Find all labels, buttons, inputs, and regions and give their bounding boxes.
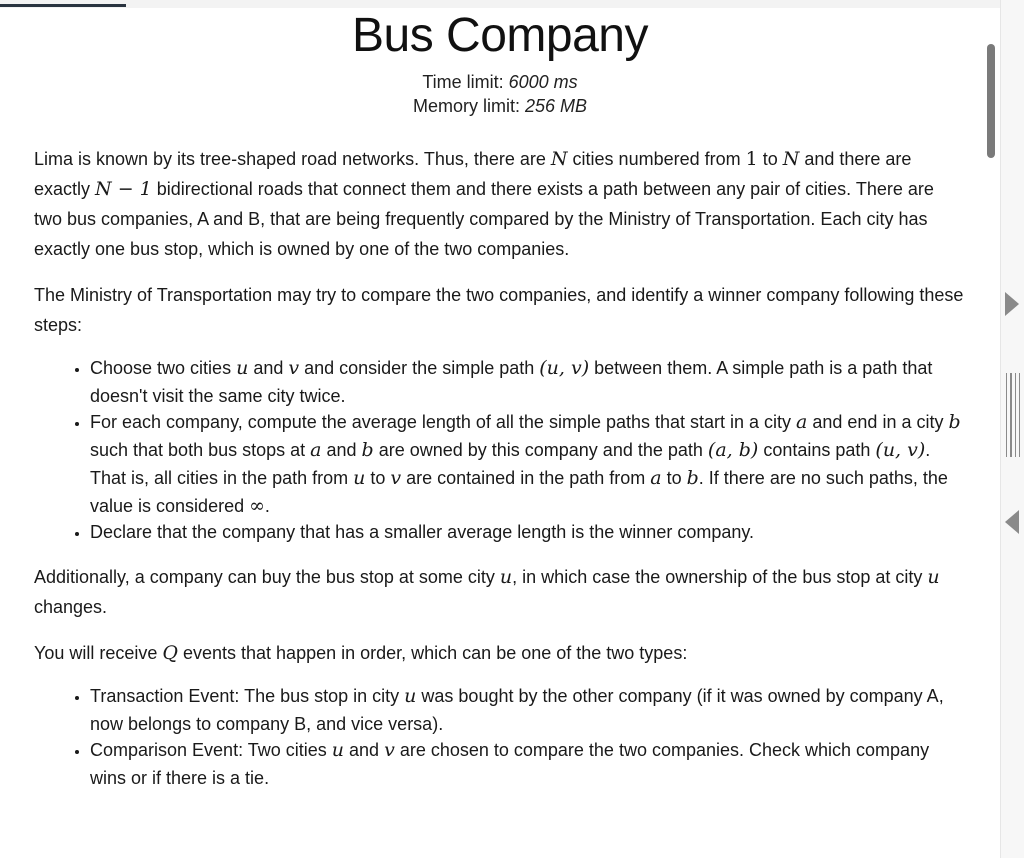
- text: events that happen in order, which can be one of the two types:: [177, 643, 688, 663]
- text: cities numbered from: [567, 149, 746, 169]
- math-u: u: [331, 739, 345, 761]
- problem-title: Bus Company: [352, 9, 648, 62]
- resize-handle-icon[interactable]: [1006, 373, 1020, 457]
- math-u: u: [353, 467, 366, 489]
- text: changes.: [34, 597, 108, 617]
- expand-panel-icon[interactable]: [1005, 292, 1019, 316]
- text: bidirectional roads that connect them and there exists a path between any pair of cities. There are two bus companies, A and B, that are being frequently compared by the Ministry of Transportation. Each city has exactly one bus stop, which is owned by one of the two companies.: [34, 179, 934, 259]
- text: Comparison Event: Two cities: [90, 740, 332, 760]
- time-limit-value: 6000 ms: [508, 72, 578, 92]
- math-v: v: [384, 739, 395, 761]
- math-v: v: [390, 467, 402, 489]
- text: You will receive: [34, 643, 163, 663]
- math-path-uv: (u, v): [875, 439, 926, 461]
- time-limit-label: Time limit:: [422, 72, 509, 92]
- math-a: a: [310, 439, 322, 461]
- text: such that both bus stops at: [90, 440, 311, 460]
- math-v: v: [288, 357, 300, 379]
- time-limit: [34, 70, 966, 94]
- math-path-uv: (u, v): [539, 357, 590, 379]
- math-b: b: [948, 411, 961, 433]
- memory-limit-value: 256 MB: [524, 96, 588, 116]
- steps-list: [34, 354, 966, 546]
- problem-statement: [34, 0, 966, 790]
- list-item: [90, 736, 966, 792]
- math-u: u: [499, 566, 513, 588]
- events-list: [34, 682, 966, 792]
- text: Choose two cities: [90, 358, 237, 378]
- memory-limit-label: Memory limit:: [412, 96, 525, 116]
- text: and: [248, 358, 289, 378]
- math-Q: Q: [162, 642, 178, 664]
- text: contains path: [758, 440, 876, 460]
- text: Declare that the company that has a smaller average length is the winner company.: [90, 522, 755, 542]
- limits-block: [34, 70, 966, 118]
- math-u: u: [404, 685, 417, 707]
- text: . That is, all cities in the path from: [90, 440, 931, 488]
- collapse-panel-icon[interactable]: [1005, 510, 1019, 534]
- text: to: [757, 149, 783, 169]
- math-infinity: ∞: [249, 495, 265, 517]
- paragraph-intro: [34, 144, 966, 264]
- text: and consider the simple path: [299, 358, 540, 378]
- paragraph-additionally: [34, 562, 966, 622]
- list-item: [90, 518, 966, 546]
- math-a: a: [650, 467, 662, 489]
- text: to: [365, 468, 391, 488]
- paragraph-events: [34, 638, 966, 668]
- scrollbar-thumb[interactable]: [987, 44, 995, 158]
- text: Additionally, a company can buy the bus stop at some city: [34, 567, 500, 587]
- math-N: N: [782, 148, 800, 170]
- text: between them. A simple path is a path that doesn't visit the same city twice.: [90, 358, 933, 406]
- text: are chosen to compare the two companies. Check which company wins or if there is a tie.: [90, 740, 930, 788]
- text: . If there are no such paths, the value is considered: [90, 468, 948, 516]
- text: was bought by the other company (if it was owned by company A, now belongs to company B, and vice versa).: [90, 686, 944, 734]
- math-N-minus-1: N − 1: [95, 178, 152, 200]
- math-a: a: [796, 411, 808, 433]
- text: and: [344, 740, 385, 760]
- math-b: b: [686, 467, 699, 489]
- math-u: u: [236, 357, 249, 379]
- text: are owned by this company and the path: [373, 440, 708, 460]
- text: Lima is known by its tree-shaped road networks. Thus, there are: [34, 149, 551, 169]
- text: For each company, compute the average length of all the simple paths that start in a city: [90, 412, 797, 432]
- text: are contained in the path from: [401, 468, 651, 488]
- text: and: [321, 440, 362, 460]
- list-item: [90, 408, 966, 520]
- math-N: N: [550, 148, 568, 170]
- text: and end in a city: [807, 412, 949, 432]
- list-item: [90, 682, 966, 738]
- memory-limit: [34, 94, 966, 118]
- math-one: 1: [745, 148, 758, 170]
- math-b: b: [361, 439, 374, 461]
- text: Transaction Event: The bus stop in city: [90, 686, 405, 706]
- text: .: [264, 496, 270, 516]
- text: and there are exactly: [34, 149, 912, 199]
- paragraph-ministry: The Ministry of Transportation may try to compare the two companies, and identify a winner company following these steps:: [34, 285, 964, 335]
- math-path-ab: (a, b): [707, 439, 759, 461]
- text: to: [661, 468, 687, 488]
- list-item: [90, 354, 966, 410]
- math-u: u: [927, 566, 940, 588]
- text: , in which case the ownership of the bus stop at city: [512, 567, 928, 587]
